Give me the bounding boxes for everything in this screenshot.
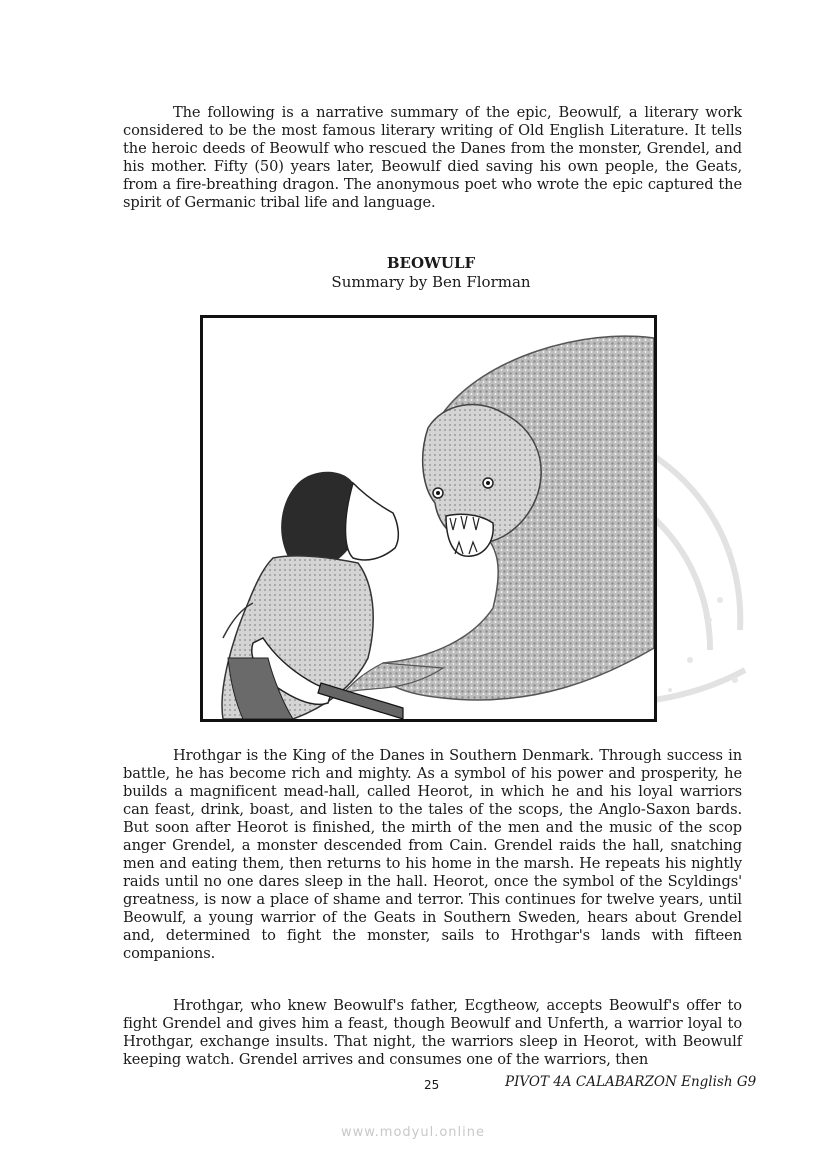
page-title: BEOWULF (386, 254, 476, 272)
byline: Summary by Ben Florman (331, 273, 531, 291)
footer-title: PIVOT 4A CALABARZON English G9 (505, 1074, 757, 1090)
beowulf-grendel-illustration (200, 315, 657, 722)
grendel-mouth (446, 514, 493, 556)
body-paragraph-1: Hrothgar is the King of the Danes in Southern Denmark. Through success in battle, he has become rich and mighty. As a symbol of his power and prosperity, he builds a magnificent mead-hall, called Heorot, in which he and his loyal warriors can feast, drink, boast, and listen to the tales of the scops, the Anglo-Saxon bards. But soon after Heorot is finished, the mirth of the men and the music of the scop anger Grendel, a monster descended from Cain. Grendel raids the hall, snatching men and eating them, then returns to his home in the marsh. He repeats his nightly raids until no one dares sleep in the hall. Heorot, once the symbol of the Scyldings' greatness, is now a place of shame and terror. This continues for twelve years, until Beowulf, a young warrior of the Geats in Southern Sweden, hears about Grendel and, determined to fight the monster, sails to Hrothgar's lands with fifteen companions. (123, 747, 742, 962)
beowulf-face (346, 483, 399, 560)
intro-paragraph: The following is a narrative summary of the epic, Beowulf, a literary work considered to be the most famous literary writing of Old English Literature. It tells the heroic deeds of Beowulf who rescued the Danes from the monster, Grendel, and his mother. Fifty (50) years later, Beowulf died saving his own people, the Geats, from a fire-breathing dragon. The anonymous poet who wrote the epic captured the spirit of Germanic tribal life and language. (123, 104, 742, 211)
body-paragraph-2: Hrothgar, who knew Beowulf's father, Ecgtheow, accepts Beowulf's offer to fight Grendel and gives him a feast, though Beowulf and Unferth, a warrior loyal to Hrothgar, exchange insults. That night, the warriors sleep in Heorot, with Beowulf keeping watch. Grendel arrives and consumes one of the warriors, then (123, 997, 742, 1068)
watermark: www.modyul.online (340, 1125, 486, 1140)
illustration-drawing (203, 318, 654, 719)
page-number: 25 (424, 1078, 440, 1092)
